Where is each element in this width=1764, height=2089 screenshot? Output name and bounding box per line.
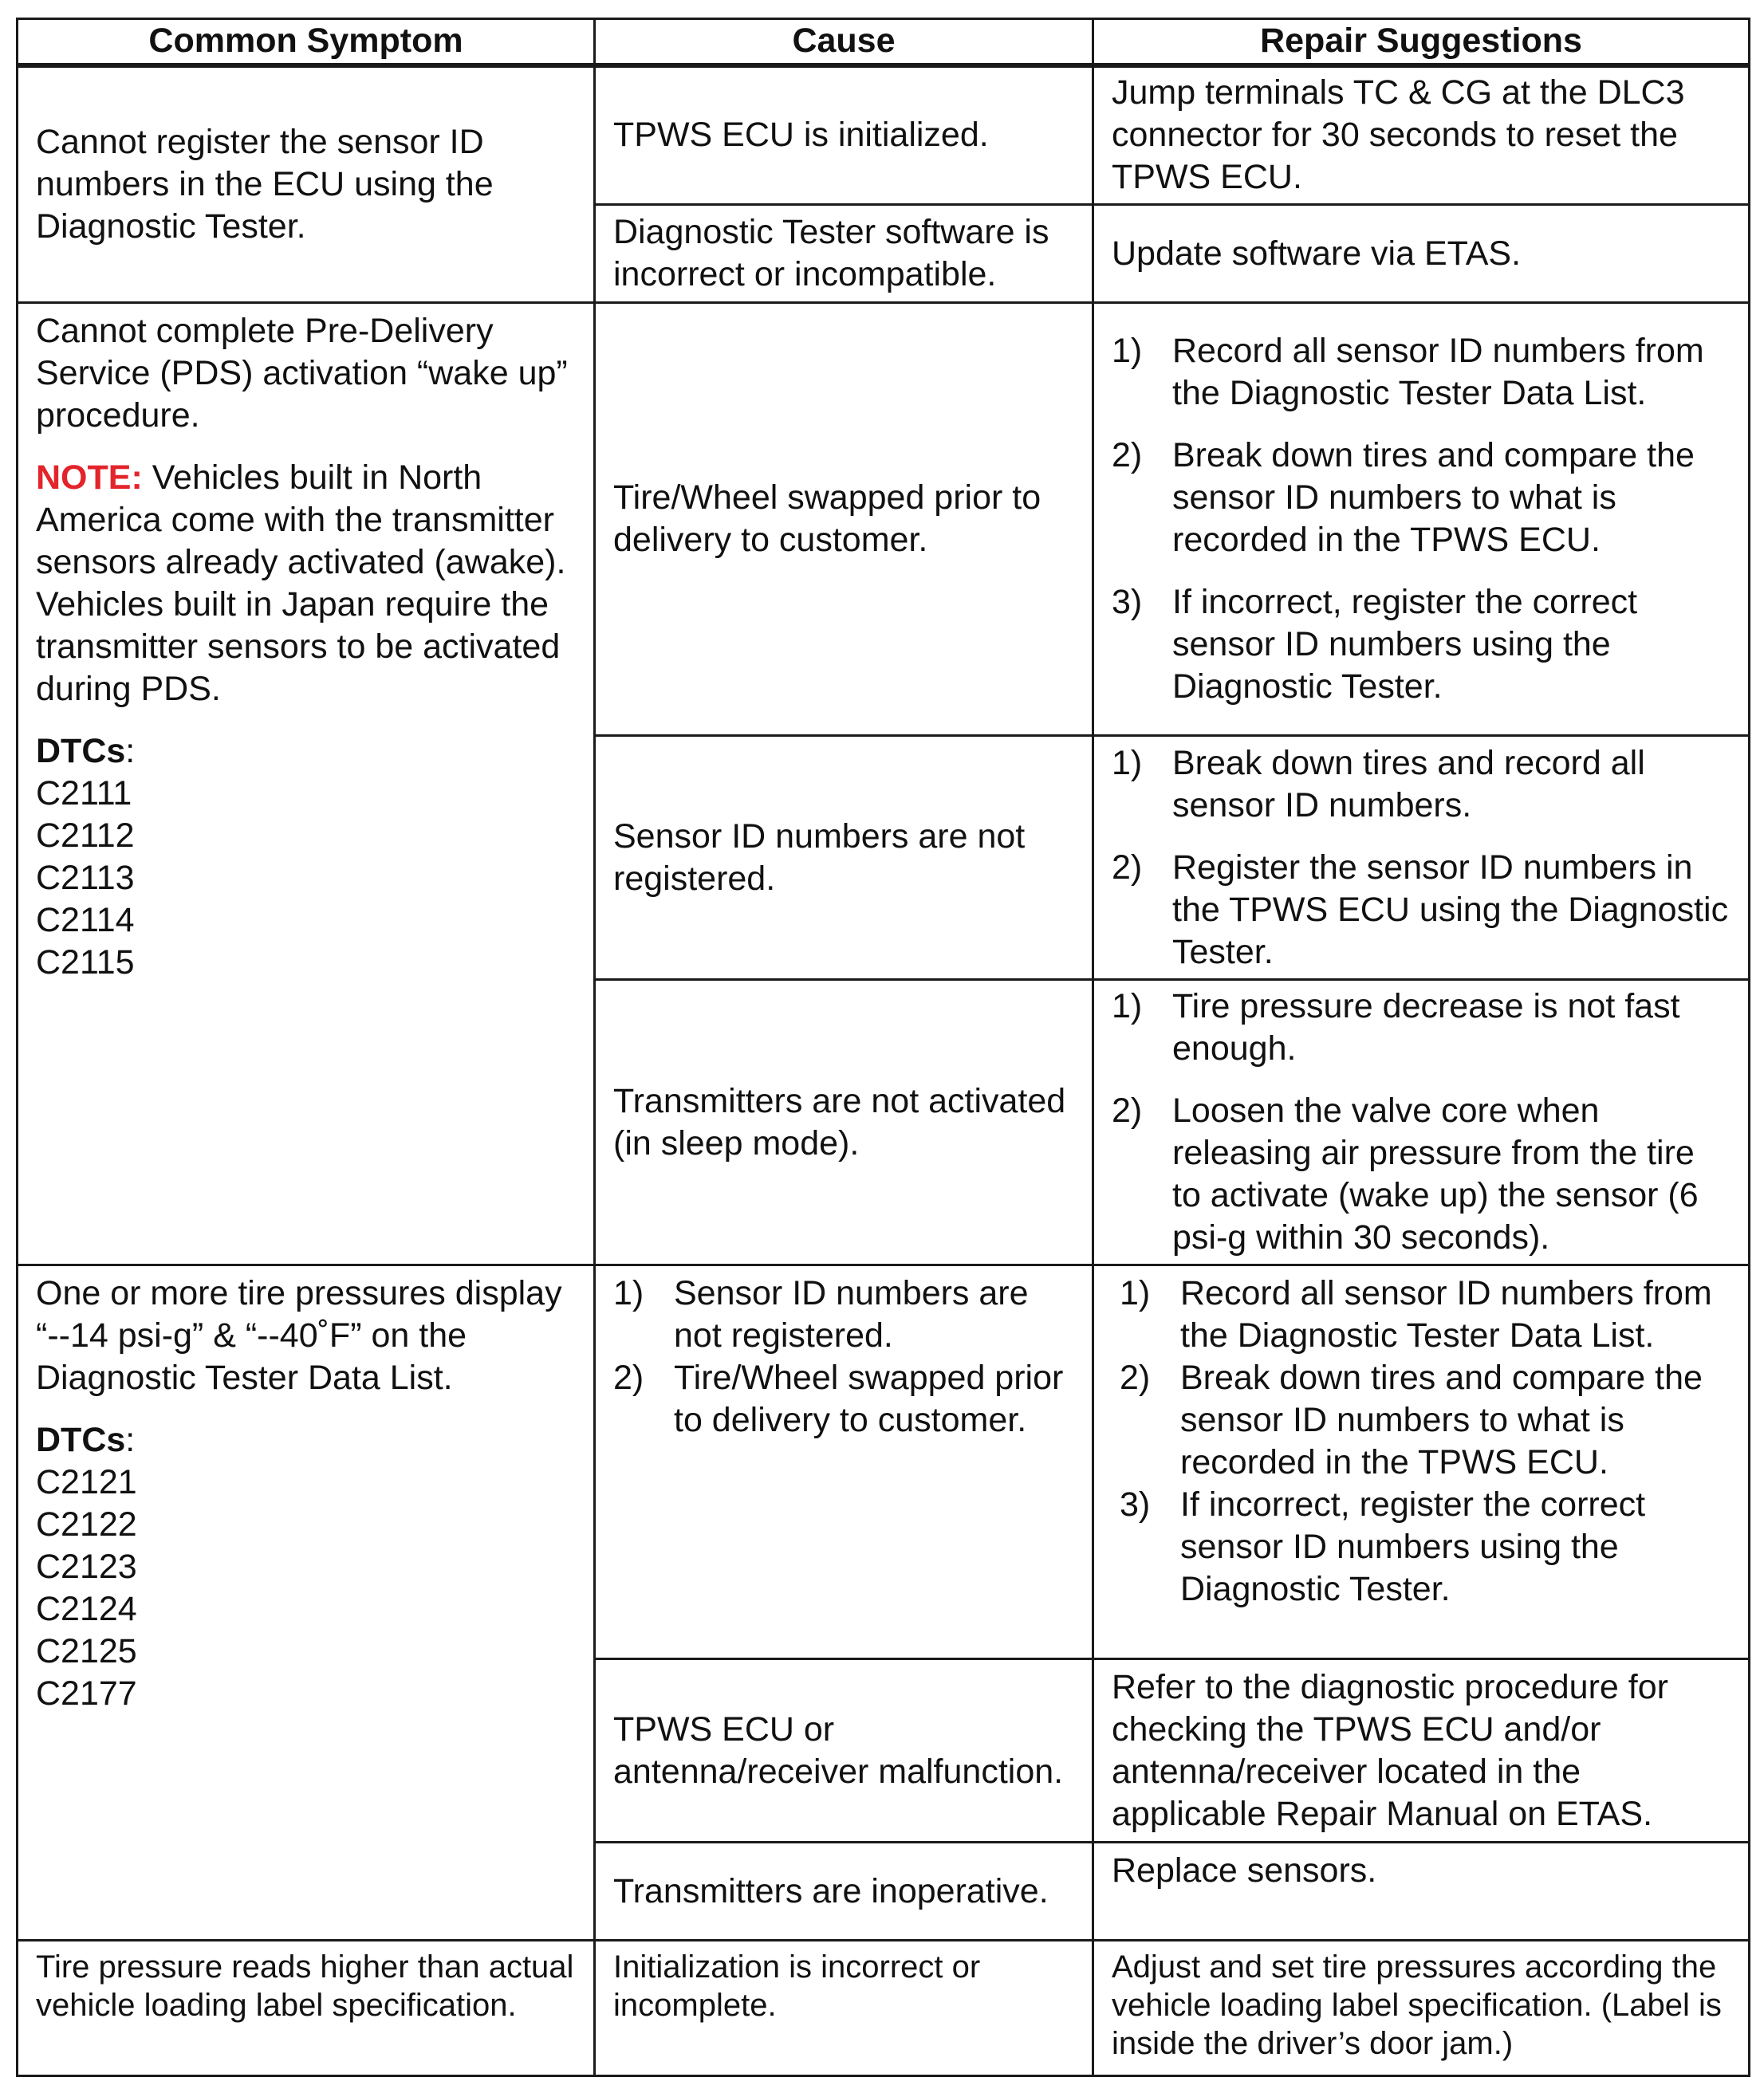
repair-text: Refer to the diagnostic procedure for checking the TPWS ECU and/or antenna/receiver located in the applicable Repair Manual on ETAS. xyxy=(1112,1667,1668,1833)
step-text: Tire pressure decrease is not fast enough. xyxy=(1172,987,1680,1068)
header-cause: Cause xyxy=(595,19,1093,65)
step-number: 1) xyxy=(1120,1274,1151,1312)
dtc-code: C2111 xyxy=(36,774,132,812)
cause-cell xyxy=(595,980,1093,1265)
cause-text: TPWS ECU or antenna/receiver malfunction. xyxy=(613,1709,1064,1791)
symptom-text: Tire pressure reads higher than actual vehicle loading label specification. xyxy=(36,1949,574,2023)
cause-cell xyxy=(595,65,1093,205)
step-number: 3) xyxy=(1112,583,1143,621)
list-item xyxy=(1112,581,1732,708)
cause-text: Transmitters are inoperative. xyxy=(613,1871,1049,1910)
table-row xyxy=(18,303,1750,736)
list-item xyxy=(1112,1090,1732,1259)
dtc-colon: : xyxy=(125,732,136,770)
step-number: 2) xyxy=(1112,436,1143,474)
symptom-cell xyxy=(18,303,595,1265)
list-item xyxy=(1120,1484,1732,1611)
repair-cell xyxy=(1093,1941,1750,2076)
repair-text: Adjust and set tire pressures according the vehicle loading label specification. (Label is inside the driver’s door jam.) xyxy=(1112,1949,1722,2061)
step-number: 2) xyxy=(1112,1092,1143,1130)
repair-cell xyxy=(1093,303,1750,736)
dtc-code: C2122 xyxy=(36,1505,137,1544)
repair-cell xyxy=(1093,1659,1750,1843)
cause-cell xyxy=(595,1941,1093,2076)
dtc-colon: : xyxy=(125,1421,136,1459)
repair-cell xyxy=(1093,736,1750,980)
step-text: Break down tires and compare the sensor ID numbers to what is recorded in the TPWS ECU. xyxy=(1172,436,1695,559)
symptom-cell xyxy=(18,1941,595,2076)
header-repair-suggestions: Repair Suggestions xyxy=(1093,19,1750,65)
cause-text: Tire/Wheel swapped prior to delivery to customer. xyxy=(613,478,1041,559)
repair-cell xyxy=(1093,65,1750,205)
repair-text: Update software via ETAS. xyxy=(1112,234,1522,273)
list-item xyxy=(1112,435,1732,561)
step-text: Record all sensor ID numbers from the Diagnostic Tester Data List. xyxy=(1172,332,1704,412)
symptom-cell xyxy=(18,65,595,303)
list-item xyxy=(613,1357,1076,1442)
cause-text: Sensor ID numbers are not registered. xyxy=(613,816,1026,898)
list-item xyxy=(1112,742,1732,827)
repair-steps xyxy=(1120,1273,1732,1611)
list-item xyxy=(1112,847,1732,974)
step-text: If incorrect, register the correct sensor ID numbers using the Diagnostic Tester. xyxy=(1172,583,1638,706)
list-item xyxy=(1112,985,1732,1070)
repair-cell xyxy=(1093,205,1750,303)
dtc-code: C2124 xyxy=(36,1590,137,1628)
cause-text: TPWS ECU is initialized. xyxy=(613,116,989,155)
note-label: NOTE: xyxy=(36,458,143,497)
step-text: If incorrect, register the correct sensor ID numbers using the Diagnostic Tester. xyxy=(1180,1485,1646,1608)
cause-steps xyxy=(613,1273,1076,1442)
dtc-code: C2114 xyxy=(36,901,135,939)
step-text: Tire/Wheel swapped prior to delivery to customer. xyxy=(674,1359,1064,1439)
step-number: 1) xyxy=(613,1274,644,1312)
symptom-text: Cannot complete Pre-Delivery Service (PDS) activation “wake up” procedure. xyxy=(36,312,568,435)
repair-text: Jump terminals TC & CG at the DLC3 connector for 30 seconds to reset the TPWS ECU. xyxy=(1112,73,1685,197)
step-text: Record all sensor ID numbers from the Diagnostic Tester Data List. xyxy=(1180,1274,1712,1355)
step-text: Register the sensor ID numbers in the TPWS ECU using the Diagnostic Tester. xyxy=(1172,848,1729,971)
table-row xyxy=(18,1265,1750,1659)
dtc-code: C2121 xyxy=(36,1463,137,1501)
dtc-label: DTCs xyxy=(36,1421,126,1459)
step-number: 2) xyxy=(1112,848,1143,887)
list-item xyxy=(613,1273,1076,1357)
list-item xyxy=(1120,1357,1732,1484)
note-text: Vehicles built in North America come with the transmitter sensors already activated (awake). Vehicles built in Japan require the transmitter sensors to be activated during PDS. xyxy=(36,458,566,708)
note-paragraph xyxy=(36,457,577,710)
repair-cell xyxy=(1093,1843,1750,1941)
table-row xyxy=(18,65,1750,205)
step-number: 3) xyxy=(1120,1485,1151,1524)
symptom-text: Cannot register the sensor ID numbers in the ECU using the Diagnostic Tester. xyxy=(36,122,494,246)
list-item xyxy=(1120,1273,1732,1357)
cause-cell xyxy=(595,303,1093,736)
cause-text: Initialization is incorrect or incomplete. xyxy=(613,1949,981,2023)
cause-cell xyxy=(595,205,1093,303)
dtc-heading xyxy=(36,730,577,773)
list-item xyxy=(1112,330,1732,415)
step-text: Break down tires and compare the sensor ID numbers to what is recorded in the TPWS ECU. xyxy=(1180,1359,1703,1481)
step-text: Loosen the valve core when releasing air pressure from the tire to activate (wake up) the sensor (6 psi-g within 30 seconds). xyxy=(1172,1092,1699,1257)
cause-cell xyxy=(595,1659,1093,1843)
repair-cell xyxy=(1093,980,1750,1265)
step-number: 1) xyxy=(1112,987,1143,1025)
dtc-code: C2112 xyxy=(36,816,135,855)
repair-steps xyxy=(1112,985,1732,1259)
dtc-heading xyxy=(36,1419,577,1462)
cause-text: Diagnostic Tester software is incorrect or incompatible. xyxy=(613,213,1049,293)
header-row xyxy=(18,19,1750,65)
cause-cell xyxy=(595,1265,1093,1659)
repair-steps xyxy=(1112,742,1732,974)
step-number: 2) xyxy=(1120,1359,1151,1397)
step-number: 1) xyxy=(1112,743,1143,782)
symptom-cell xyxy=(18,1265,595,1941)
repair-cell xyxy=(1093,1265,1750,1659)
cause-text: Transmitters are not activated (in sleep mode). xyxy=(613,1081,1066,1163)
table-row xyxy=(18,1941,1750,2076)
dtc-code: C2115 xyxy=(36,943,135,982)
troubleshooting-table xyxy=(16,18,1750,2077)
symptom-text: One or more tire pressures display “--14 psi-g” & “--40˚F” on the Diagnostic Tester Data List. xyxy=(36,1274,562,1397)
dtc-code: C2123 xyxy=(36,1548,137,1586)
step-text: Break down tires and record all sensor ID numbers. xyxy=(1172,743,1645,824)
repair-text: Replace sensors. xyxy=(1112,1851,1377,1890)
header-common-symptom: Common Symptom xyxy=(18,19,595,65)
repair-steps xyxy=(1112,330,1732,708)
cause-cell xyxy=(595,736,1093,980)
cause-cell xyxy=(595,1843,1093,1941)
step-number: 1) xyxy=(1112,332,1143,370)
dtc-code: C2113 xyxy=(36,859,135,897)
dtc-label: DTCs xyxy=(36,732,126,770)
step-text: Sensor ID numbers are not registered. xyxy=(674,1274,1029,1355)
dtc-code: C2177 xyxy=(36,1674,137,1713)
dtc-code: C2125 xyxy=(36,1632,137,1670)
step-number: 2) xyxy=(613,1359,644,1397)
